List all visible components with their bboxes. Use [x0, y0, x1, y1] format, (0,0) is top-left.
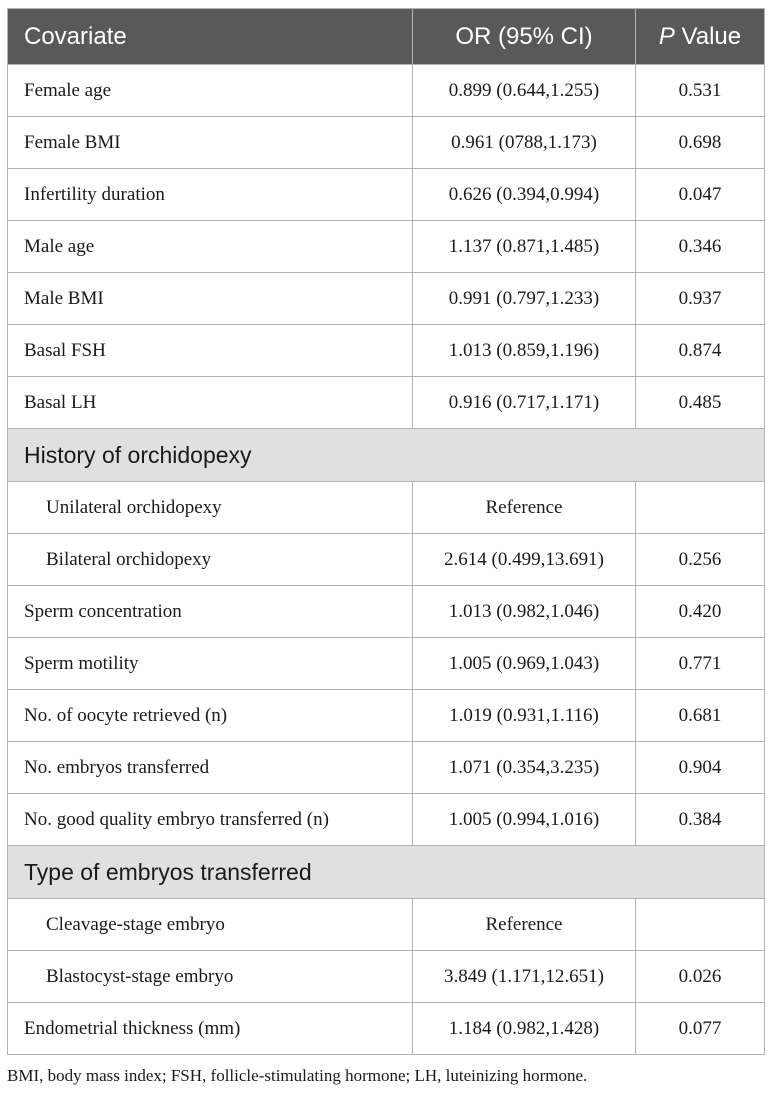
- p-value-cell: 0.077: [636, 1003, 765, 1055]
- or-ci-cell: 0.899 (0.644,1.255): [413, 65, 636, 117]
- p-value-cell: 0.531: [636, 65, 765, 117]
- covariate-cell: Blastocyst-stage embryo: [8, 951, 413, 1003]
- or-ci-cell: 1.071 (0.354,3.235): [413, 742, 636, 794]
- covariate-cell: Male BMI: [8, 273, 413, 325]
- table-body: [8, 65, 765, 1055]
- table-row: [8, 1003, 765, 1055]
- p-value-cell: 0.904: [636, 742, 765, 794]
- p-value-cell: 0.346: [636, 221, 765, 273]
- or-ci-cell: 1.005 (0.969,1.043): [413, 638, 636, 690]
- covariate-cell: Female age: [8, 65, 413, 117]
- section-label: Type of embryos transferred: [8, 846, 765, 899]
- section-label: History of orchidopexy: [8, 429, 765, 482]
- covariate-cell: Cleavage-stage embryo: [8, 899, 413, 951]
- covariate-cell: Female BMI: [8, 117, 413, 169]
- or-ci-cell: 0.991 (0.797,1.233): [413, 273, 636, 325]
- or-ci-cell: 1.019 (0.931,1.116): [413, 690, 636, 742]
- table-row: [8, 325, 765, 377]
- p-value-cell: 0.026: [636, 951, 765, 1003]
- covariate-cell: No. embryos transferred: [8, 742, 413, 794]
- p-value-cell: 0.047: [636, 169, 765, 221]
- header-p-value: [636, 9, 765, 65]
- p-value-cell: 0.384: [636, 794, 765, 846]
- table-row: [8, 482, 765, 534]
- table-row: [8, 65, 765, 117]
- table-row: [8, 377, 765, 429]
- or-ci-cell: Reference: [413, 482, 636, 534]
- or-ci-cell: 0.961 (0788,1.173): [413, 117, 636, 169]
- covariate-cell: No. of oocyte retrieved (n): [8, 690, 413, 742]
- p-value-cell: 0.256: [636, 534, 765, 586]
- covariate-cell: Endometrial thickness (mm): [8, 1003, 413, 1055]
- p-value-cell: 0.771: [636, 638, 765, 690]
- table-header: [8, 9, 765, 65]
- p-value-cell: [636, 482, 765, 534]
- header-p-rest: Value: [674, 22, 742, 50]
- or-ci-cell: 0.626 (0.394,0.994): [413, 169, 636, 221]
- table-row: [8, 221, 765, 273]
- covariate-cell: Infertility duration: [8, 169, 413, 221]
- covariate-cell: Basal FSH: [8, 325, 413, 377]
- covariate-cell: Basal LH: [8, 377, 413, 429]
- table-row: [8, 586, 765, 638]
- header-p-italic: P: [658, 22, 675, 50]
- or-ci-cell: 2.614 (0.499,13.691): [413, 534, 636, 586]
- p-value-cell: 0.681: [636, 690, 765, 742]
- table-row: [8, 742, 765, 794]
- or-ci-cell: Reference: [413, 899, 636, 951]
- p-value-cell: 0.698: [636, 117, 765, 169]
- table-row: [8, 638, 765, 690]
- or-ci-cell: 1.137 (0.871,1.485): [413, 221, 636, 273]
- covariate-cell: Bilateral orchidopexy: [8, 534, 413, 586]
- p-value-cell: [636, 899, 765, 951]
- p-value-cell: 0.937: [636, 273, 765, 325]
- table-row: [8, 534, 765, 586]
- or-ci-cell: 3.849 (1.171,12.651): [413, 951, 636, 1003]
- or-ci-cell: 1.013 (0.859,1.196): [413, 325, 636, 377]
- covariate-cell: Male age: [8, 221, 413, 273]
- or-ci-cell: 0.916 (0.717,1.171): [413, 377, 636, 429]
- table-row: [8, 690, 765, 742]
- covariate-cell: Unilateral orchidopexy: [8, 482, 413, 534]
- table-row: [8, 951, 765, 1003]
- covariate-cell: Sperm motility: [8, 638, 413, 690]
- or-ci-cell: 1.013 (0.982,1.046): [413, 586, 636, 638]
- header-row: [8, 9, 765, 65]
- p-value-cell: 0.874: [636, 325, 765, 377]
- or-ci-cell: 1.184 (0.982,1.428): [413, 1003, 636, 1055]
- table-row: [8, 794, 765, 846]
- table-row: [8, 273, 765, 325]
- p-value-cell: 0.485: [636, 377, 765, 429]
- table-row: [8, 169, 765, 221]
- section-row: [8, 846, 765, 899]
- table-row: [8, 899, 765, 951]
- covariate-cell: Sperm concentration: [8, 586, 413, 638]
- table-footnote: BMI, body mass index; FSH, follicle-stimulating hormone; LH, luteinizing hormone.: [7, 1066, 588, 1085]
- header-covariate: Covariate: [8, 9, 413, 65]
- section-row: [8, 429, 765, 482]
- regression-table-container: [7, 8, 764, 1055]
- regression-table: [7, 8, 765, 1055]
- table-row: [8, 117, 765, 169]
- p-value-cell: 0.420: [636, 586, 765, 638]
- covariate-cell: No. good quality embryo transferred (n): [8, 794, 413, 846]
- header-or-ci: OR (95% CI): [413, 9, 636, 65]
- or-ci-cell: 1.005 (0.994,1.016): [413, 794, 636, 846]
